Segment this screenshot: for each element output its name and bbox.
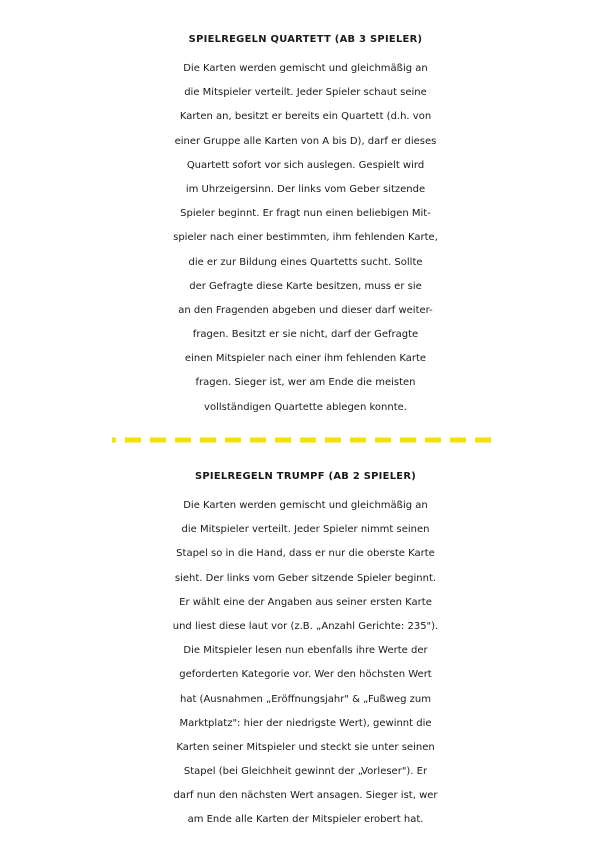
text-line: spieler nach einer bestimmten, ihm fehlenden Karte, bbox=[173, 232, 438, 244]
text-line: Die Mitspieler lesen nun ebenfalls ihre Werte der bbox=[183, 645, 428, 657]
text-line: Stapel (bei Gleichheit gewinnt der „Vorleser"). Er bbox=[183, 766, 428, 778]
dashed-divider bbox=[112, 436, 500, 444]
quartett-rules-heading: SPIELREGELN QUARTETT (AB 3 SPIELER) bbox=[188, 34, 423, 45]
text-line: die er zur Bildung eines Quartetts sucht. Sollte bbox=[188, 256, 423, 268]
text-line: am Ende alle Karten der Mitspieler erobert hat. bbox=[187, 814, 424, 826]
text-line: die Mitspieler verteilt. Jeder Spieler schaut seine bbox=[184, 87, 427, 99]
text-line: Marktplatz": hier der niedrigste Wert), gewinnt die bbox=[179, 717, 432, 729]
text-line: und liest diese laut vor (z.B. „Anzahl Gerichte: 235"). bbox=[172, 620, 439, 632]
text-line: fragen. Sieger ist, wer am Ende die meisten bbox=[195, 377, 416, 389]
text-line: im Uhrzeigersinn. Der links vom Geber sitzende bbox=[185, 183, 426, 195]
text-line: Stapel so in die Hand, dass er nur die oberste Karte bbox=[176, 548, 435, 560]
text-line: an den Fragenden abgeben und dieser darf weiter- bbox=[178, 304, 433, 316]
text-line: Spieler beginnt. Er fragt nun einen beliebigen Mit- bbox=[180, 208, 431, 220]
text-line: hat (Ausnahmen „Eröffnungsjahr" & „Fußweg zum bbox=[179, 693, 431, 705]
text-line: der Gefragte diese Karte besitzen, muss er sie bbox=[189, 280, 422, 292]
text-line: Er wählt eine der Angaben aus seiner ersten Karte bbox=[179, 596, 432, 608]
trumpf-rules-heading: SPIELREGELN TRUMPF (AB 2 SPIELER) bbox=[194, 471, 417, 482]
text-line: Karten seiner Mitspieler und steckt sie unter seinen bbox=[176, 741, 435, 753]
text-line: Quartett sofort vor sich auslegen. Gespielt wird bbox=[186, 159, 425, 171]
text-line: Die Karten werden gemischt und gleichmäßig an bbox=[183, 63, 428, 74]
text-line: vollständigen Quartette ablegen konnte. bbox=[204, 401, 407, 413]
text-line: geforderten Kategorie vor. Wer den höchsten Wert bbox=[179, 669, 432, 681]
text-line: darf nun den nächsten Wert ansagen. Sieger ist, wer bbox=[173, 790, 438, 802]
text-line: einen Mitspieler nach einer ihm fehlenden Karte bbox=[184, 353, 427, 365]
text-line: Die Karten werden gemischt und gleichmäßig an bbox=[183, 500, 428, 511]
quartett-rules-text bbox=[0, 57, 611, 420]
trumpf-rules-text bbox=[0, 494, 611, 833]
text-line: fragen. Besitzt er sie nicht, darf der Gefragte bbox=[192, 329, 419, 341]
text-line: die Mitspieler verteilt. Jeder Spieler nimmt seinen bbox=[181, 524, 430, 536]
text-line: Karten an, besitzt er bereits ein Quartett (d.h. von bbox=[179, 111, 432, 123]
text-line: sieht. Der links vom Geber sitzende Spieler beginnt. bbox=[174, 572, 437, 584]
text-line: einer Gruppe alle Karten von A bis D), darf er dieses bbox=[174, 135, 437, 147]
